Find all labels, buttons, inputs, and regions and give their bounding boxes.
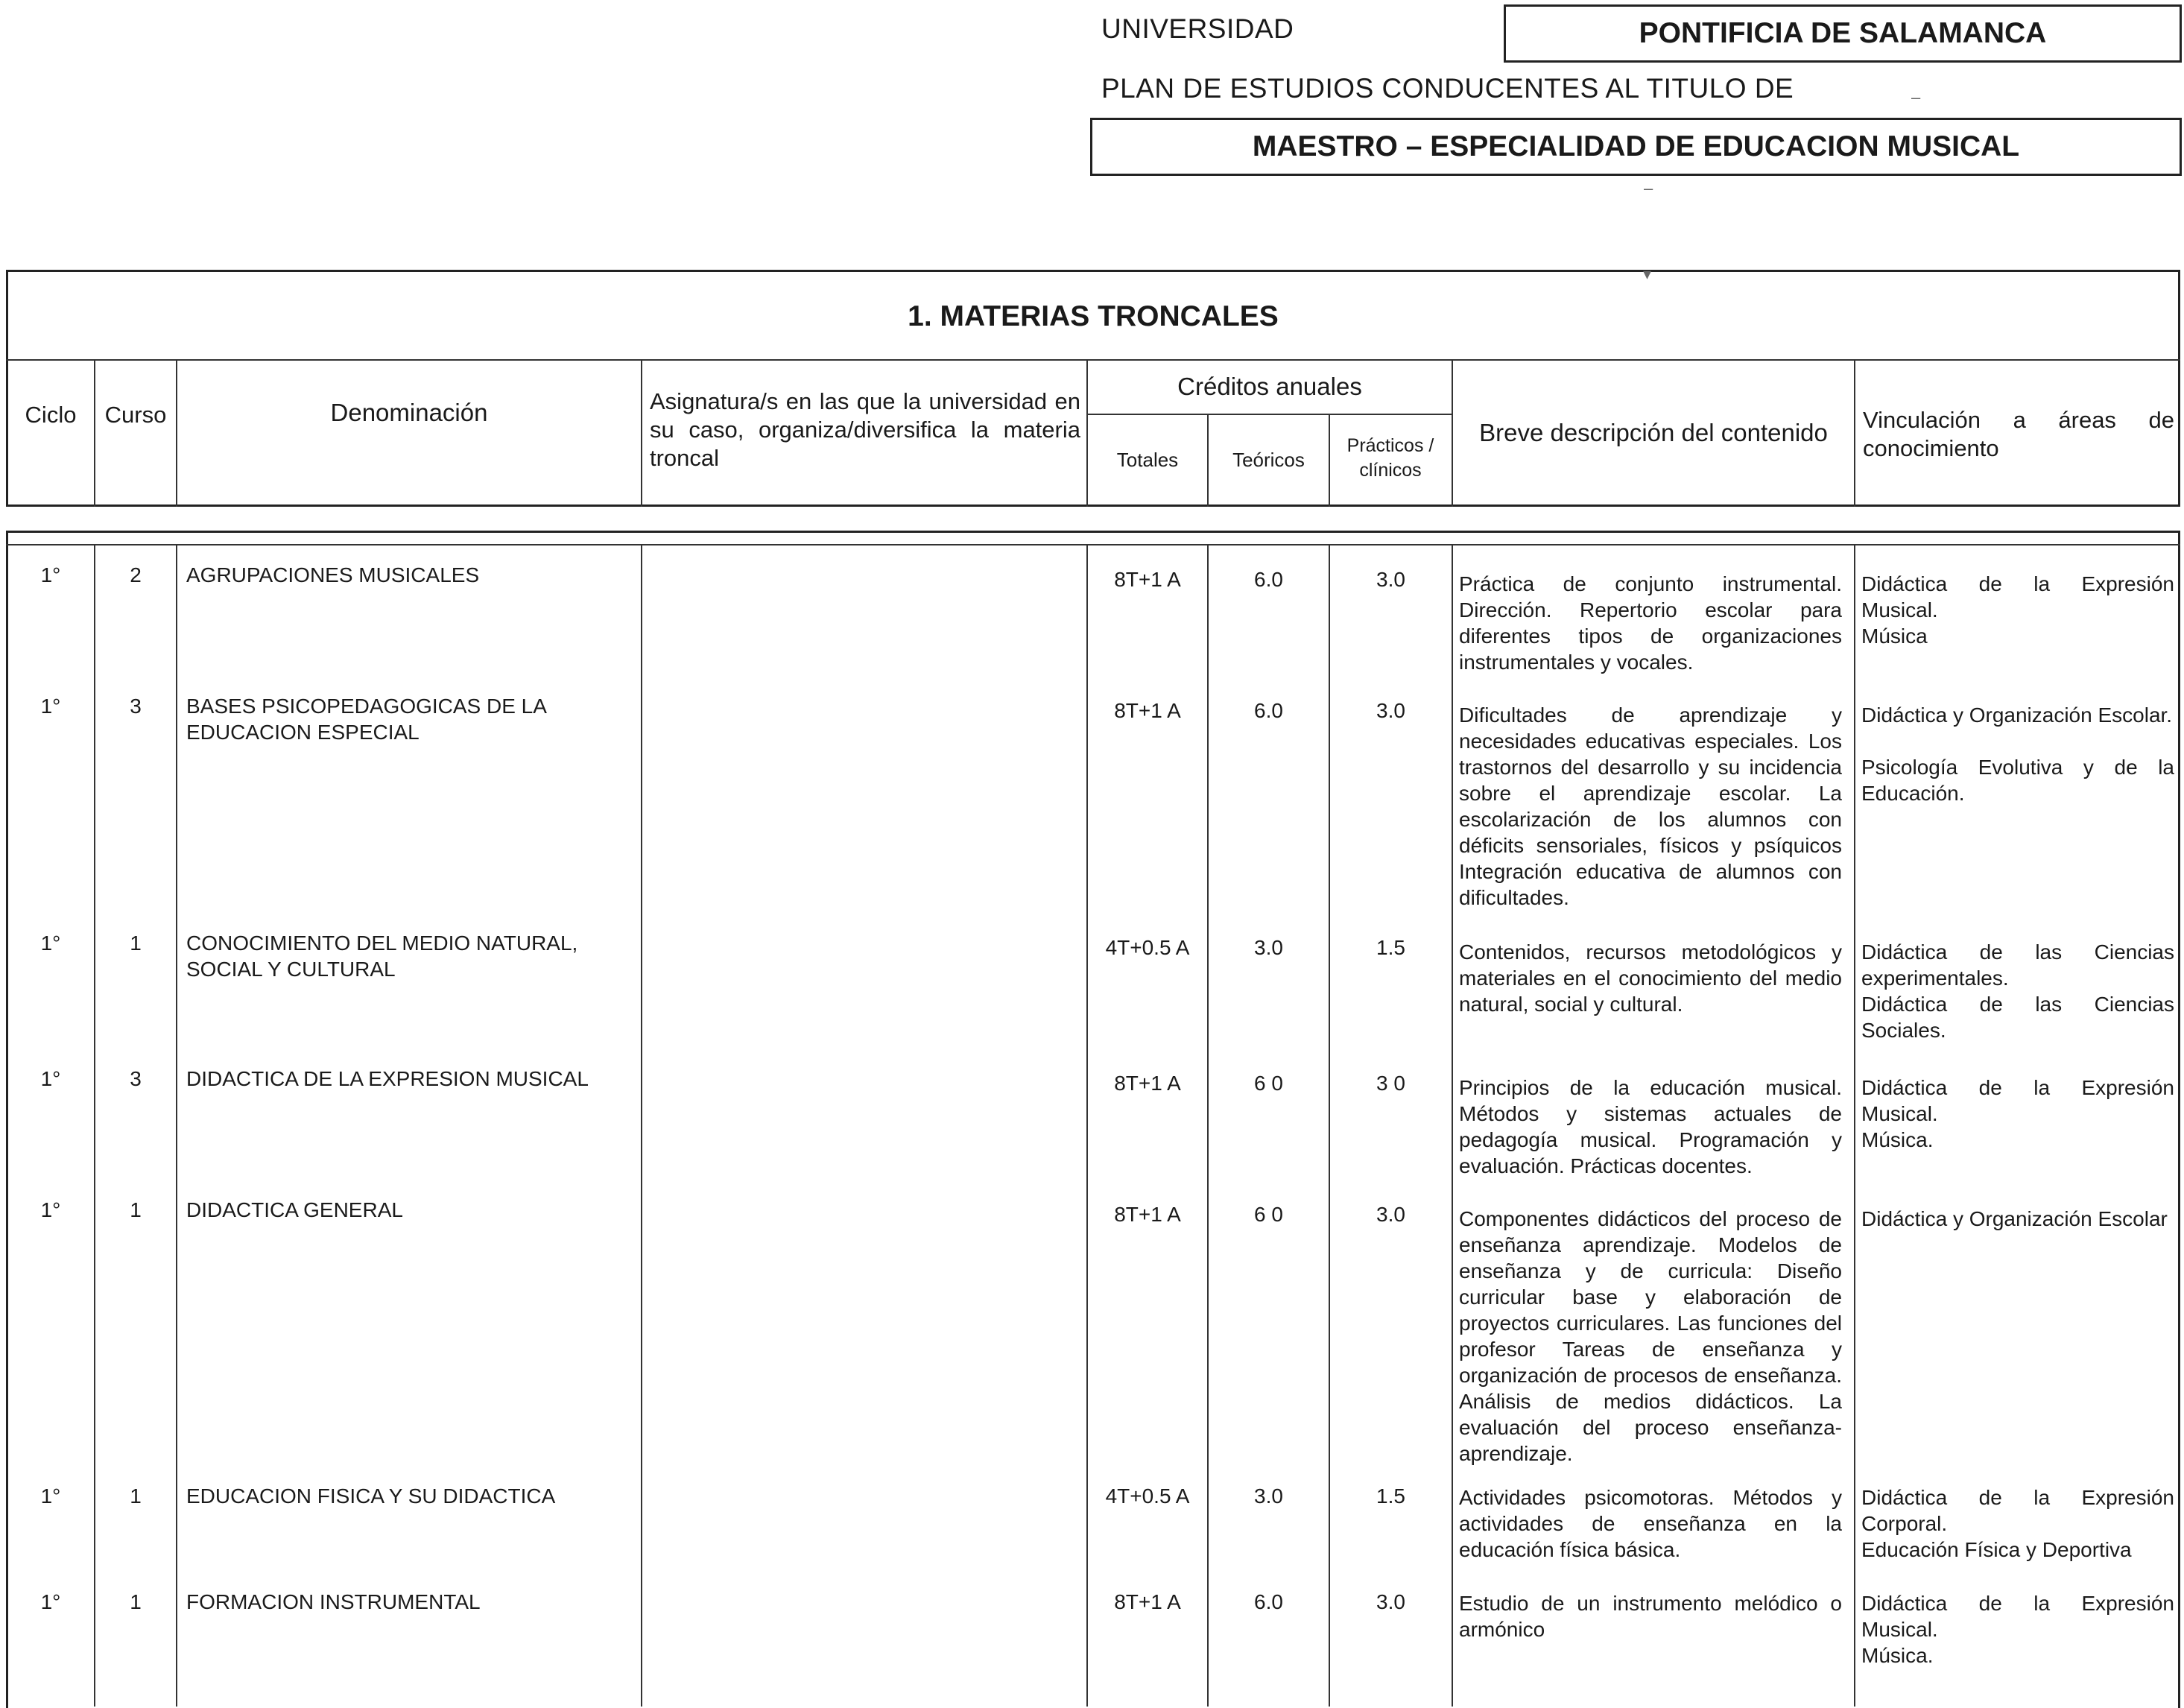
cell-curso: 2 [130,563,142,586]
cell-practicos: 3.0 [1376,568,1405,591]
titulo-value: MAESTRO – ESPECIALIDAD DE EDUCACION MUSICAL [1252,130,2020,162]
col-creditos: Créditos anuales [1177,373,1362,400]
cell-ciclo: 1° [40,1198,61,1221]
scan-speck: ▾ [1643,265,1652,283]
cell-practicos: 1.5 [1376,1484,1405,1508]
scan-speck: – [1911,88,1921,107]
cell-totales: 8T+1 A [1114,1590,1181,1613]
cell-vinculacion-2: Didáctica de las Ciencias Sociales. [1861,993,2174,1042]
cell-vinculacion-1: Didáctica de la Expresión Musical. [1861,1076,2174,1125]
cell-practicos: 3.0 [1376,1203,1405,1226]
col-asignaturas: Asignatura/s en las que la universidad en su caso, organiza/diversifica la materia troncal [650,388,1080,471]
section-title: 1. MATERIAS TRONCALES [908,300,1279,332]
universidad-value: PONTIFICIA DE SALAMANCA [1639,17,2047,49]
cell-descripcion: Contenidos, recursos metodológicos y materiales en el conocimiento del medio natural, social y cultural. [1459,940,1842,1016]
cell-vinculacion-1: Didáctica de la Expresión Musical. [1861,1592,2174,1641]
universidad-label: UNIVERSIDAD [1101,13,1294,44]
cell-denominacion: EDUCACION FISICA Y SU DIDACTICA [186,1484,556,1508]
cell-vinculacion-2: Psicología Evolutiva y de la Educación. [1861,756,2174,805]
col-teoricos: Teóricos [1232,449,1305,471]
cell-ciclo: 1° [40,563,61,586]
cell-teoricos: 6 0 [1254,1203,1283,1226]
cell-denominacion: AGRUPACIONES MUSICALES [186,563,480,586]
cell-curso: 1 [130,1198,142,1221]
cell-vinculacion-1: Didáctica de la Expresión Corporal. [1861,1486,2174,1535]
cell-vinculacion-1: Didáctica de las Ciencias experimentales. [1861,940,2174,990]
cell-curso: 3 [130,1067,142,1090]
cell-descripcion: Componentes didácticos del proceso de enseñanza aprendizaje. Modelos de enseñanza y de curricula: Diseño curricular base y elaboración de proyectos curriculares. Las funciones del profesor Tareas de enseñanza y organización de procesos de enseñanza. Análisis de medios didácticos. La evaluación del proceso enseñanza-aprendizaje. [1459,1207,1842,1465]
col-ciclo: Ciclo [25,402,77,428]
cell-descripcion: Estudio de un instrumento melódico o armónico [1459,1592,1842,1641]
col-curso: Curso [104,402,167,428]
plan-label: PLAN DE ESTUDIOS CONDUCENTES AL TITULO DE [1101,73,1794,104]
cell-descripcion: Dificultades de aprendizaje y necesidades educativas especiales. Los trastornos del desarrollo y su incidencia sobre el aprendizaje escolar. La escolarización de los alumnos con déficits sensoriales, físicos y psíquicos Integración educativa de alumnos con dificultades. [1459,703,1842,909]
cell-vinculacion-2: Música. [1861,1644,1934,1667]
cell-curso: 1 [130,1484,142,1508]
cell-totales: 4T+0.5 A [1105,936,1190,959]
cell-teoricos: 6.0 [1254,1590,1283,1613]
cell-ciclo: 1° [40,1484,61,1508]
cell-ciclo: 1° [40,695,61,718]
cell-denominacion: DIDACTICA DE LA EXPRESION MUSICAL [186,1067,589,1090]
universidad-value-box [1504,4,2182,63]
cell-practicos: 3 0 [1376,1072,1405,1095]
cell-denominacion: BASES PSICOPEDAGOGICAS DE LA EDUCACION ESPECIAL [186,695,546,744]
cell-vinculacion-1: Didáctica y Organización Escolar. [1861,703,2173,727]
cell-vinculacion-2: Educación Física y Deportiva [1861,1538,2132,1561]
col-denominacion: Denominación [330,399,488,426]
cell-descripcion: Principios de la educación musical. Métodos y sistemas actuales de pedagogía musical. Programación y evaluación. Prácticas docentes. [1459,1076,1842,1177]
cell-denominacion: DIDACTICA GENERAL [186,1198,403,1221]
cell-vinculacion-2: Música [1861,624,1928,648]
cell-totales: 8T+1 A [1114,1072,1181,1095]
cell-totales: 8T+1 A [1114,699,1181,722]
cell-totales: 8T+1 A [1114,568,1181,591]
cell-teoricos: 6.0 [1254,699,1283,722]
cell-denominacion: FORMACION INSTRUMENTAL [186,1590,481,1613]
cell-practicos: 1.5 [1376,936,1405,959]
cell-ciclo: 1° [40,1067,61,1090]
col-vinculacion: Vinculación a áreas de conocimiento [1863,407,2174,461]
cell-ciclo: 1° [40,932,61,955]
col-descripcion: Breve descripción del contenido [1479,419,1828,446]
cell-teoricos: 3.0 [1254,936,1283,959]
cell-practicos: 3.0 [1376,1590,1405,1613]
cell-curso: 1 [130,1590,142,1613]
cell-vinculacion-1: Didáctica y Organización Escolar [1861,1207,2168,1230]
titulo-box [1090,118,2182,176]
cell-totales: 4T+0.5 A [1105,1484,1190,1508]
cell-descripcion: Actividades psicomotoras. Métodos y actividades de enseñanza en la educación física básica. [1459,1486,1842,1561]
scan-speck: – [1644,179,1653,197]
cell-vinculacion-1: Didáctica de la Expresión Musical. [1861,572,2174,621]
col-practicos: Prácticos / clínicos [1346,435,1434,481]
col-totales: Totales [1116,449,1179,471]
cell-ciclo: 1° [40,1590,61,1613]
cell-curso: 1 [130,932,142,955]
cell-teoricos: 6 0 [1254,1072,1283,1095]
cell-practicos: 3.0 [1376,699,1405,722]
cell-totales: 8T+1 A [1114,1203,1181,1226]
cell-descripcion: Práctica de conjunto instrumental. Dirección. Repertorio escolar para diferentes tipos de organizaciones instrumentales y vocales. [1459,572,1842,674]
cell-vinculacion-2: Música. [1861,1128,1934,1151]
cell-teoricos: 6.0 [1254,568,1283,591]
cell-curso: 3 [130,695,142,718]
cell-denominacion: CONOCIMIENTO DEL MEDIO NATURAL, SOCIAL Y CULTURAL [186,932,578,981]
cell-teoricos: 3.0 [1254,1484,1283,1508]
